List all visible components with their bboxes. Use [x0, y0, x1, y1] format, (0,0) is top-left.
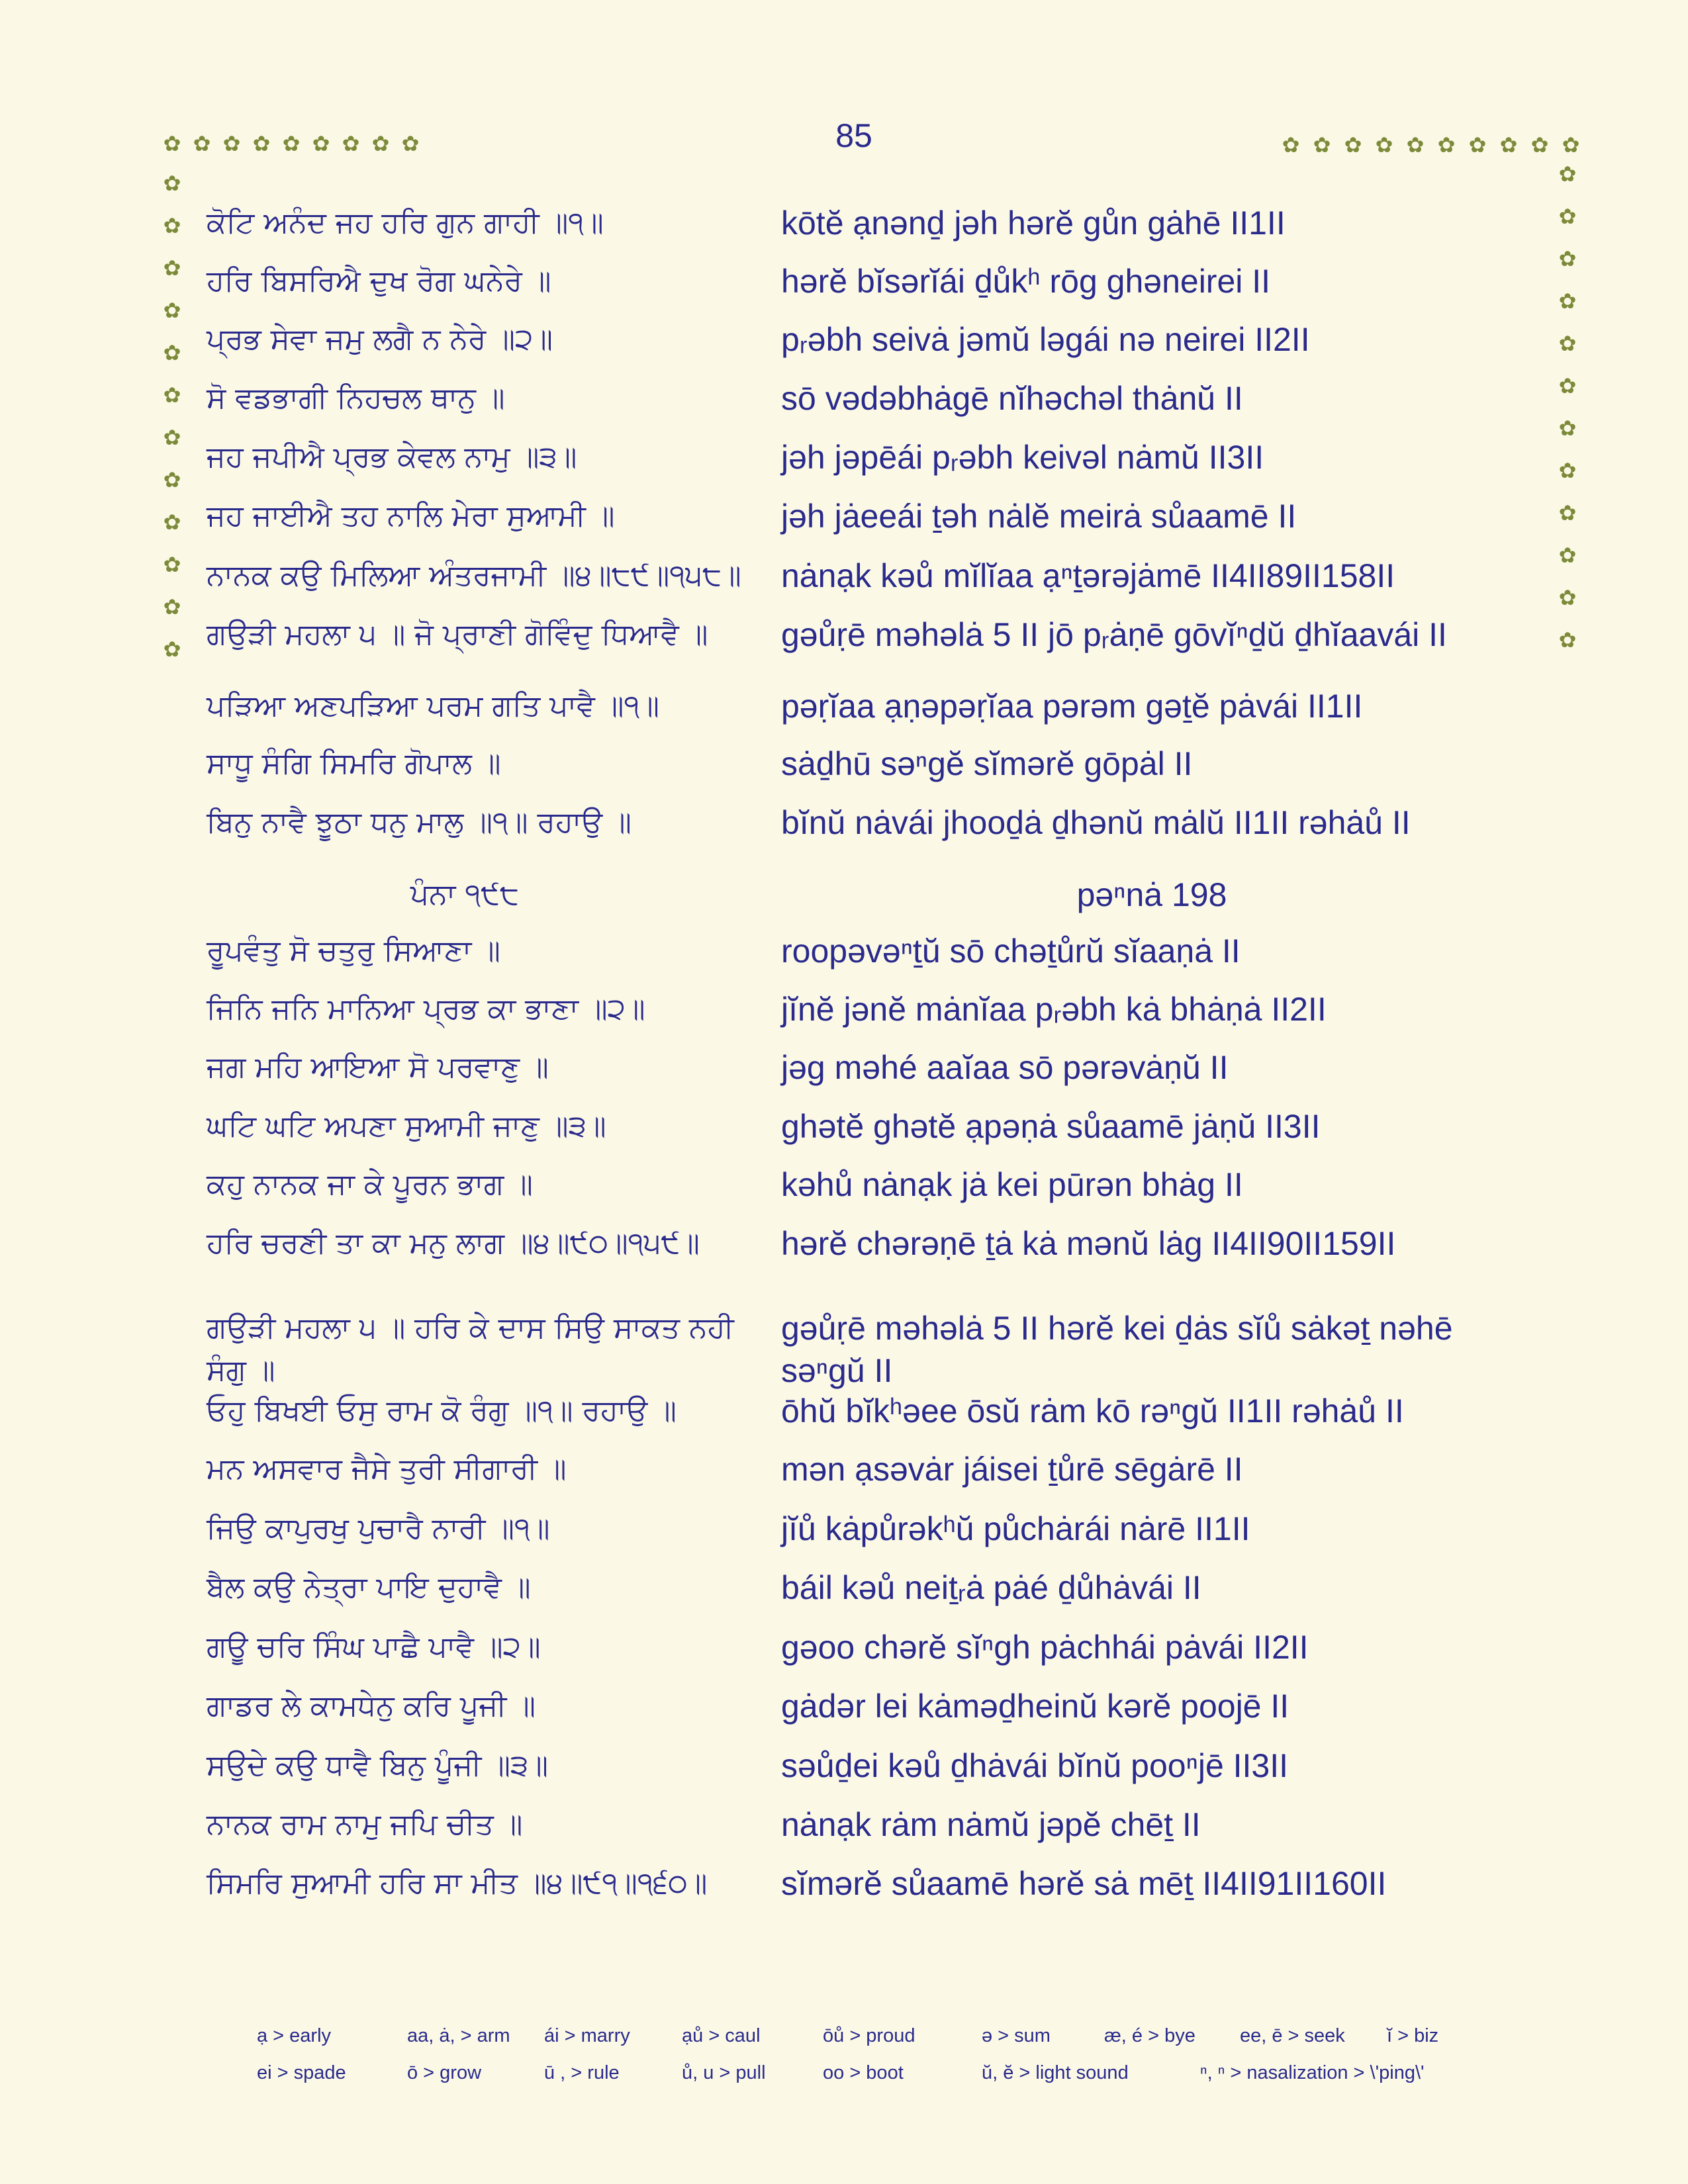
verse-row: [0, 801, 1688, 862]
legend-item: ō > grow: [407, 2062, 482, 2083]
verse-row: [0, 930, 1688, 991]
gurmukhi-line: ਪੜਿਆ ਅਣਪੜਿਆ ਪਰਮ ਗਤਿ ਪਾਵੈ ॥੧॥: [207, 689, 659, 723]
legend-item: ⁿ, ⁿ > nasalization > \'ping\': [1200, 2062, 1425, 2083]
gurmukhi-line: ਪ੍ਰਭ ਸੇਵਾ ਜਮੁ ਲਗੈ ਨ ਨੇਰੇ ॥੨॥: [207, 322, 553, 356]
transliteration-line: gəoo chərĕ sĭⁿgh pȧchhái pȧvái II2II: [781, 1629, 1309, 1666]
gurmukhi-line: ਸਿਮਰਿ ਸੁਆਮੀ ਹਰਿ ਸਾ ਮੀਤ ॥੪॥੯੧॥੧੬੦॥: [207, 1866, 708, 1900]
verse-row: [0, 1508, 1688, 1569]
verse-row: [0, 495, 1688, 556]
transliteration-line: jĭnĕ jənĕ mȧnĭaa pᵣəbh kȧ bhȧṇȧ II2II: [781, 991, 1327, 1028]
transliteration-line: bĭnŭ nȧvái jhooḏȧ ḏhənŭ mȧlŭ II1II rəhȧů II: [781, 804, 1411, 841]
verse-row: [0, 1685, 1688, 1746]
transliteration-line: nȧnạk kəů mĭlĭaa ạⁿṯərəjȧmē II4II89II158II: [781, 557, 1395, 594]
flower-icon: ✿: [163, 213, 181, 238]
flower-icon: ✿: [1562, 132, 1580, 158]
verse-row: [0, 202, 1688, 263]
verse-row: [0, 614, 1688, 674]
verse-row: [0, 1163, 1688, 1224]
flower-icon: ✿: [163, 594, 181, 619]
verse-row: [0, 255, 1688, 321]
transliteration-line: pᵣəbh seivȧ jəmŭ ləgái nə neirei II2II: [781, 321, 1310, 358]
legend-item: oo > boot: [823, 2062, 904, 2083]
flower-icon: ✿: [163, 510, 181, 535]
verse-row: [0, 1745, 1688, 1805]
gurmukhi-line: ਸਉਦੇ ਕਉ ਧਾਵੈ ਬਿਨੁ ਪੂੰਜੀ ॥੩॥: [207, 1749, 549, 1782]
transliteration-line: gəůṛē məhəlȧ 5 II hərĕ kei ḏȧs sĭů sȧkəṯ nəhē səⁿgŭ II: [781, 1310, 1453, 1389]
flower-icon: ✿: [193, 131, 211, 156]
verse-row: [0, 1862, 1688, 1923]
flower-icon: ✿: [163, 467, 181, 492]
legend-item: aa, ȧ, > arm: [407, 2025, 510, 2046]
flower-icon: ✿: [401, 131, 420, 156]
gurmukhi-line: ਜਗ ਮਹਿ ਆਇਆ ਸੋ ਪਰਵਾਣੁ ॥: [207, 1050, 549, 1084]
page-marker-row: [0, 874, 1688, 934]
flower-icon: ✿: [371, 131, 390, 156]
flower-icon: ✿: [252, 131, 271, 156]
flower-icon: ✿: [1558, 289, 1577, 314]
verse-row: [0, 1626, 1688, 1687]
flower-icon: ✿: [1375, 132, 1393, 158]
flower-icon: ✿: [312, 131, 330, 156]
flower-icon: ✿: [163, 637, 181, 662]
flower-icon: ✿: [1558, 161, 1577, 187]
transliteration-line: jĭů kȧpůrəkʰŭ půchȧrái nȧrē II1II: [781, 1510, 1250, 1547]
legend-item: æ, é > bye: [1104, 2025, 1196, 2046]
verse-row: [0, 1307, 1688, 1389]
verse-row: [0, 988, 1688, 1049]
flower-icon: ✿: [163, 383, 181, 408]
flower-icon: ✿: [1530, 132, 1549, 158]
flower-icon: ✿: [222, 131, 241, 156]
flower-icon: ✿: [1344, 132, 1362, 158]
flower-icon: ✿: [1406, 132, 1425, 158]
gurmukhi-line: ਘਟਿ ਘਟਿ ਅਪਣਾ ਸੁਆਮੀ ਜਾਣੁ ॥੩॥: [207, 1109, 606, 1143]
flower-icon: ✿: [163, 171, 181, 196]
transliteration-line: kōtĕ ạnənḏ jəh hərĕ gůn gȧhē II1II: [781, 205, 1286, 242]
transliteration-line: sȧḏhū səⁿgĕ sĭmərĕ gōpȧl II: [781, 745, 1193, 782]
transliteration-line: səůḏei kəů ḏhȧvái bĭnŭ pooⁿjē II3II: [781, 1747, 1289, 1784]
verse-row: [0, 436, 1688, 497]
verse-row: [0, 1046, 1688, 1107]
flower-icon: ✿: [163, 425, 181, 450]
page-marker-gurmukhi: ਪੰਨਾ ੧੯੮: [410, 878, 520, 911]
legend-item: ŭ, ĕ > light sound: [982, 2062, 1129, 2083]
gurmukhi-line: ਨਾਨਕ ਕਉ ਮਿਲਿਆ ਅੰਤਰਜਾਮੀ ॥੪॥੮੯॥੧੫੮॥: [207, 559, 741, 592]
transliteration-line: roopəvəⁿṯŭ sō chəṯůrŭ sĭaaṇȧ II: [781, 933, 1241, 970]
gurmukhi-line: ਬੈਲ ਕਉ ਨੇਤ੍ਰਾ ਪਾਇ ਦੁਹਾਵੈ ॥: [207, 1570, 531, 1604]
transliteration-line: gȧdər lei kȧməḏheinŭ kərĕ poojē II: [781, 1688, 1289, 1725]
legend-item: ĭ > biz: [1387, 2025, 1439, 2046]
transliteration-line: nȧnạk rȧm nȧmŭ jəpĕ chēṯ II: [781, 1806, 1201, 1843]
flower-icon: ✿: [1558, 585, 1577, 610]
flower-icon: ✿: [1558, 204, 1577, 229]
gurmukhi-line: ਓਹੁ ਬਿਖਈ ਓਸੁ ਰਾਮ ਕੋ ਰੰਗੁ ॥੧॥ ਰਹਾਉ ॥: [207, 1394, 677, 1428]
page-marker-translit: pəⁿnȧ 198: [1076, 876, 1227, 913]
legend-item: ạ > early: [257, 2025, 332, 2046]
transliteration-line: jəg məhé aaĭaa sō pərəvȧṇŭ II: [781, 1049, 1229, 1086]
gurmukhi-line: ਜਿਉ ਕਾਪੁਰਖੁ ਪੁਚਾਰੈ ਨਾਰੀ ॥੧॥: [207, 1512, 550, 1545]
legend-item: ái > marry: [544, 2025, 630, 2046]
gurmukhi-line: ਮਨ ਅਸਵਾਰ ਜੈਸੇ ਤੁਰੀ ਸੀਗਾਰੀ ॥: [207, 1452, 567, 1486]
verse-row: [0, 318, 1688, 379]
pronunciation-legend: [0, 2025, 1688, 2105]
verse-row: [0, 1222, 1688, 1283]
flower-icon: ✿: [1558, 458, 1577, 483]
legend-item: ei > spade: [257, 2062, 346, 2083]
transliteration-line: sĭmərĕ sůaamē hərĕ sȧ mēṯ II4II91II160II: [781, 1865, 1387, 1902]
verse-row: [0, 373, 1688, 441]
flower-icon: ✿: [163, 131, 181, 156]
flower-icon: ✿: [282, 131, 301, 156]
legend-item: ů, u > pull: [682, 2062, 766, 2083]
flower-icon: ✿: [1437, 132, 1456, 158]
verse-row: [0, 1803, 1688, 1864]
flower-icon: ✿: [1558, 627, 1577, 653]
transliteration-line: ōhŭ bĭkʰəee ōsŭ rȧm kō rəⁿgŭ II1II rəhȧů II: [781, 1392, 1404, 1430]
flower-icon: ✿: [342, 131, 360, 156]
flower-icon: ✿: [1313, 132, 1331, 158]
flower-icon: ✿: [1499, 132, 1518, 158]
flower-icon: ✿: [1558, 331, 1577, 356]
flower-icon: ✿: [1282, 132, 1300, 158]
transliteration-line: kəhů nȧnạk jȧ kei pūrən bhȧg II: [781, 1166, 1243, 1203]
transliteration-line: ghətĕ ghətĕ ạpəṇȧ sůaamē jȧṇŭ II3II: [781, 1108, 1321, 1145]
flower-icon: ✿: [163, 298, 181, 323]
gurmukhi-line: ਗਉੜੀ ਮਹਲਾ ੫ ॥ ਹਰਿ ਕੇ ਦਾਸ ਸਿਉ ਸਾਕਤ ਨਹੀ ਸੰਗੁ ॥: [207, 1311, 734, 1387]
gurmukhi-line: ਹਰਿ ਚਰਣੀ ਤਾ ਕਾ ਮਨੁ ਲਾਗ ॥੪॥੯੦॥੧੫੯॥: [207, 1226, 700, 1260]
verse-row: [0, 743, 1688, 803]
flower-icon: ✿: [1558, 246, 1577, 271]
legend-item: ōů > proud: [823, 2025, 915, 2046]
transliteration-line: pəṛĭaa ạṇəpəṛĭaa pərəm gəṯĕ pȧvái II1II: [781, 688, 1363, 725]
gurmukhi-line: ਕਹੁ ਨਾਨਕ ਜਾ ਕੇ ਪੂਰਨ ਭਾਗ ॥: [207, 1167, 533, 1201]
transliteration-line: jəh jȧeeái ṯəh nȧlĕ meirȧ sůaamē II: [781, 498, 1297, 535]
legend-item: ə > sum: [982, 2025, 1051, 2046]
flower-icon: ✿: [1468, 132, 1487, 158]
verse-row: [0, 1390, 1688, 1451]
legend-item: ạů > caul: [682, 2025, 761, 2046]
gurmukhi-line: ਗਉੜੀ ਮਹਲਾ ੫ ॥ ਜੋ ਪ੍ਰਾਣੀ ਗੋਵਿੰਦੁ ਧਿਆਵੈ ॥: [207, 617, 708, 651]
flower-icon: ✿: [163, 255, 181, 281]
verse-row: [0, 1105, 1688, 1166]
legend-item: ū , > rule: [544, 2062, 620, 2083]
gurmukhi-line: ਸਾਧੂ ਸੰਗਿ ਸਿਮਰਿ ਗੋਪਾਲ ॥: [207, 747, 501, 780]
flower-icon: ✿: [1558, 543, 1577, 568]
transliteration-line: hərĕ bĭsərĭái ḏůkʰ rōg ghəneirei II: [781, 263, 1271, 300]
transliteration-line: sō vədəbhȧgē nĭhəchəl thȧnŭ II: [781, 380, 1243, 417]
transliteration-line: mən ạsəvȧr jáisei ṯůrē sēgȧrē II: [781, 1451, 1243, 1488]
flower-icon: ✿: [1558, 416, 1577, 441]
gurmukhi-line: ਜਹ ਜਪੀਐ ਪ੍ਰਭ ਕੇਵਲ ਨਾਮੁ ॥੩॥: [207, 440, 577, 474]
gurmukhi-line: ਗਊ ਚਰਿ ਸਿੰਘ ਪਾਛੈ ਪਾਵੈ ॥੨॥: [207, 1630, 541, 1664]
transliteration-line: gəůṛē məhəlȧ 5 II jō pᵣȧṇē gōvĭⁿḏŭ ḏhĭaavái II: [781, 616, 1447, 653]
verse-row: [0, 552, 1688, 619]
flower-icon: ✿: [1558, 500, 1577, 525]
gurmukhi-line: ਜਿਨਿ ਜਨਿ ਮਾਨਿਆ ਪ੍ਰਭ ਕਾ ਭਾਣਾ ॥੨॥: [207, 992, 645, 1026]
gurmukhi-line: ਨਾਨਕ ਰਾਮ ਨਾਮੁ ਜਪਿ ਚੀਤ ॥: [207, 1807, 523, 1841]
legend-item: ee, ē > seek: [1240, 2025, 1345, 2046]
flower-icon: ✿: [1558, 373, 1577, 398]
flower-icon: ✿: [163, 340, 181, 365]
transliteration-line: báil kəů neiṯᵣȧ pȧé ḏůhȧvái II: [781, 1569, 1201, 1606]
gurmukhi-line: ਰੂਪਵੰਤੁ ਸੋ ਚਤੁਰੁ ਸਿਆਣਾ ॥: [207, 934, 500, 968]
gurmukhi-line: ਹਰਿ ਬਿਸਰਿਐ ਦੁਖ ਰੋਗ ਘਨੇਰੇ ॥: [207, 264, 551, 298]
verse-row: [0, 1567, 1688, 1627]
transliteration-line: jəh jəpēái pᵣəbh keivəl nȧmŭ II3II: [781, 439, 1264, 476]
transliteration-line: hərĕ chərəṇē ṯȧ kȧ mənŭ lȧg II4II90II159II: [781, 1225, 1396, 1262]
verse-row: [0, 1448, 1688, 1509]
verse-row: [0, 685, 1688, 746]
gurmukhi-line: ਸੋ ਵਡਭਾਗੀ ਨਿਹਚਲ ਥਾਨੁ ॥: [207, 381, 505, 415]
page-number: 85: [835, 117, 872, 154]
gurmukhi-line: ਗਾਡਰ ਲੇ ਕਾਮਧੇਨੁ ਕਰਿ ਪੂਜੀ ॥: [207, 1689, 536, 1723]
gurmukhi-line: ਬਿਨੁ ਨਾਵੈ ਝੂਠਾ ਧਨੁ ਮਾਲੁ ॥੧॥ ਰਹਾਉ ॥: [207, 805, 632, 839]
flower-icon: ✿: [163, 552, 181, 577]
gurmukhi-line: ਕੋਟਿ ਅਨੰਦ ਜਹ ਹਰਿ ਗੁਨ ਗਾਹੀ ॥੧॥: [207, 206, 604, 240]
gurmukhi-line: ਜਹ ਜਾਈਐ ਤਹ ਨਾਲਿ ਮੇਰਾ ਸੁਆਮੀ ॥: [207, 499, 615, 533]
